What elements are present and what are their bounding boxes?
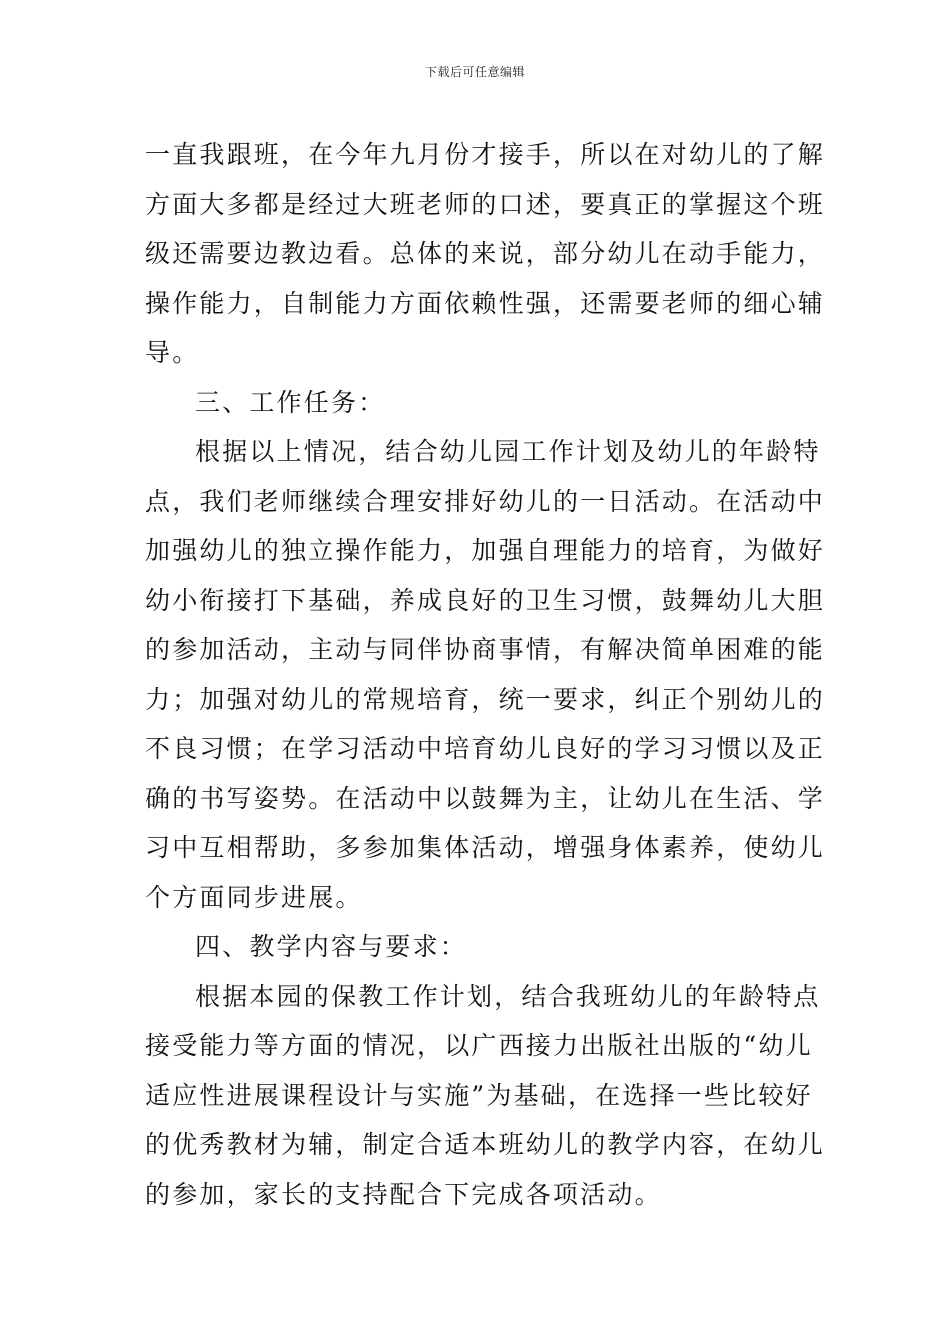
body-line: 方面大多都是经过大班老师的口述，要真正的掌握这个班 — [145, 189, 826, 219]
body-line: 确的书写姿势。在活动中以鼓舞为主，让幼儿在生活、学 — [145, 783, 826, 813]
page-header: 下载后可任意编辑 — [424, 65, 525, 79]
section-heading-teaching-content: 四、教学内容与要求： — [195, 932, 468, 961]
body-line: 的参加，家长的支持配合下完成各项活动。 — [145, 1179, 662, 1209]
body-line: 个方面同步进展。 — [145, 882, 363, 912]
body-line: 加强幼儿的独立操作能力，加强自理能力的培育，为做好 — [145, 536, 826, 565]
body-line: 级还需要边教边看。总体的来说，部分幼儿在动手能力， — [145, 239, 826, 268]
body-line: 适应性进展课程设计与实施”为基础，在选择一些比较好 — [145, 1080, 813, 1110]
body-line: 点，我们老师继续合理安排好幼儿的一日活动。在活动中 — [145, 486, 826, 516]
body-line: 的优秀教材为辅，制定合适本班幼儿的教学内容，在幼儿 — [145, 1130, 826, 1159]
body-line: 不良习惯；在学习活动中培育幼儿良好的学习习惯以及正 — [145, 734, 826, 763]
section-heading-work-tasks: 三、工作任务： — [195, 387, 386, 417]
body-line: 习中互相帮助，多参加集体活动，增强身体素养，使幼儿 — [145, 833, 826, 862]
document-body — [145, 130, 826, 1219]
body-line: 力；加强对幼儿的常规培育，统一要求，纠正个别幼儿的 — [145, 684, 826, 714]
body-line: 一直我跟班，在今年九月份才接手，所以在对幼儿的了解 — [145, 140, 826, 169]
body-line: 操作能力，自制能力方面依赖性强，还需要老师的细心辅 — [145, 288, 826, 318]
paragraph-start: 根据以上情况，结合幼儿园工作计划及幼儿的年龄特 — [195, 437, 821, 466]
body-line: 接受能力等方面的情况，以广西接力出版社出版的“幼儿 — [145, 1031, 813, 1060]
body-line: 的参加活动，主动与同伴协商事情，有解决简单困难的能 — [145, 635, 826, 664]
body-line: 导。 — [145, 338, 200, 367]
paragraph-start: 根据本园的保教工作计划，结合我班幼儿的年龄特点 — [195, 981, 821, 1011]
body-line: 幼小衔接打下基础，养成良好的卫生习惯，鼓舞幼儿大胆 — [145, 585, 826, 615]
